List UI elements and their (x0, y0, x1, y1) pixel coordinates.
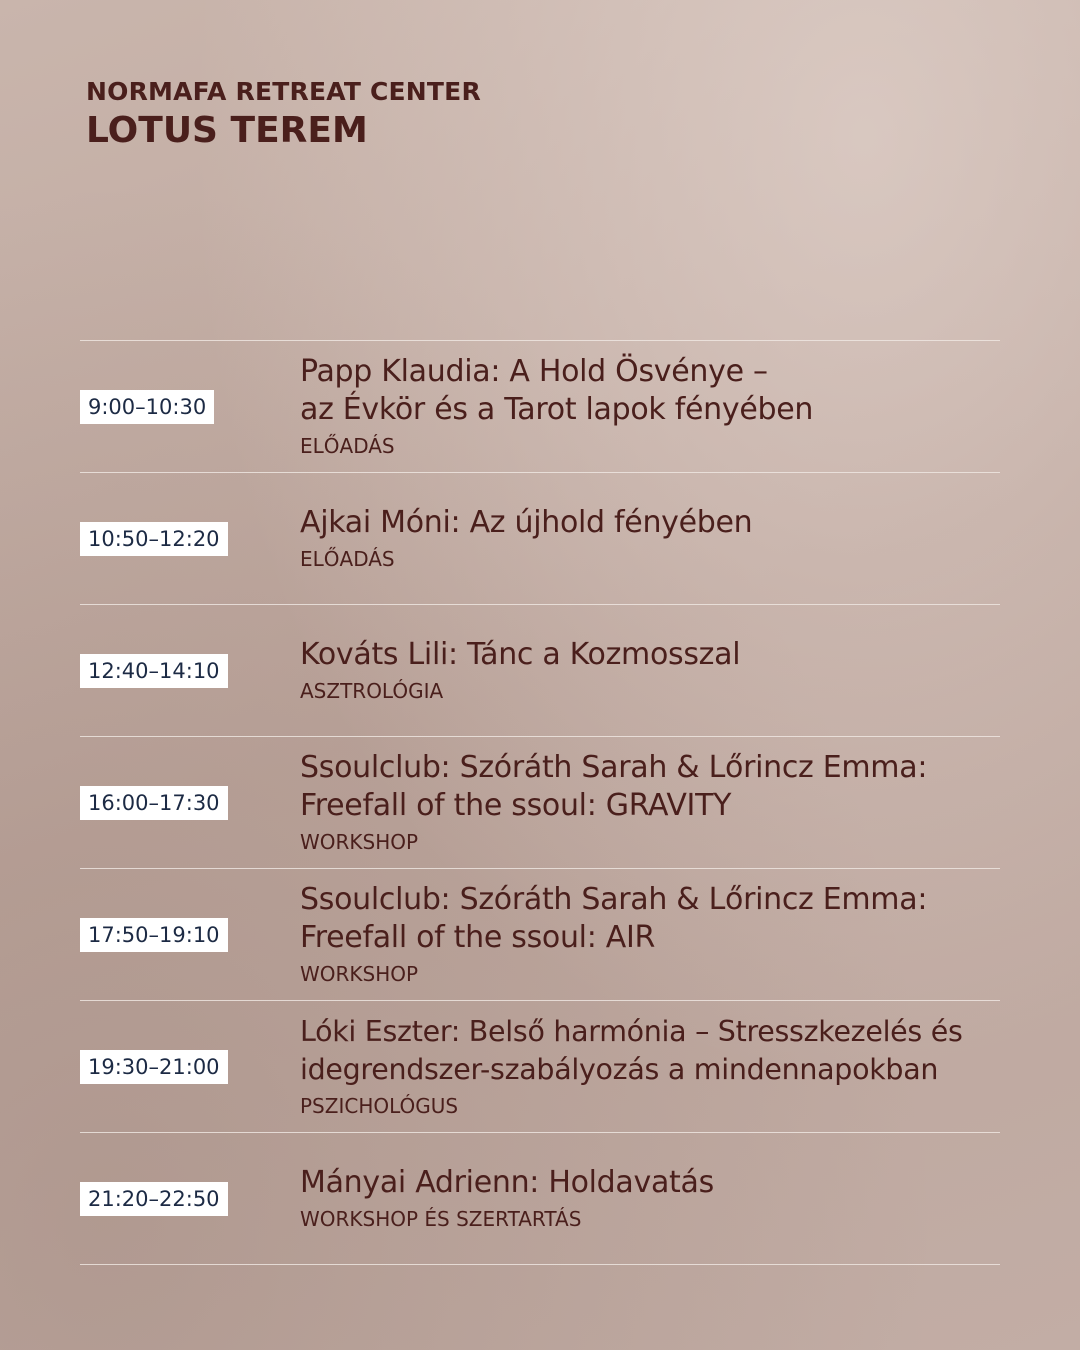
time-badge: 9:00–10:30 (80, 390, 214, 424)
time-badge: 17:50–19:10 (80, 918, 228, 952)
schedule-row (80, 472, 1000, 604)
time-badge: 19:30–21:00 (80, 1050, 228, 1084)
session-title-line: Papp Klaudia: A Hold Ösvénye – (300, 353, 768, 389)
session-content (300, 636, 1000, 706)
session-category: WORKSHOP (300, 961, 419, 986)
session-title-line: idegrendszer-szabályozás a mindennapokban (300, 1052, 939, 1086)
session-title-line: Mányai Adrienn: Holdavatás (300, 1164, 714, 1200)
session-title-line: Ssoulclub: Szóráth Sarah & Lőrincz Emma: (300, 749, 928, 785)
session-title-line: Freefall of the ssoul: GRAVITY (300, 787, 732, 823)
time-badge: 21:20–22:50 (80, 1182, 228, 1216)
session-title (300, 749, 1000, 825)
session-category: WORKSHOP ÉS SZERTARTÁS (300, 1206, 582, 1231)
venue-name: NORMAFA RETREAT CENTER (86, 77, 481, 106)
session-category: WORKSHOP (300, 829, 419, 854)
session-title (300, 881, 1000, 957)
session-content (300, 1164, 1000, 1234)
session-category: ASZTROLÓGIA (300, 678, 444, 703)
session-content (300, 504, 1000, 574)
session-title (300, 1164, 1000, 1202)
schedule-row (80, 1000, 1000, 1132)
session-title-line: az Évkör és a Tarot lapok fényében (300, 391, 814, 427)
session-title (300, 636, 1000, 674)
session-content (300, 881, 1000, 989)
session-content (300, 353, 1000, 461)
schedule-list (80, 340, 1000, 1265)
session-title-line: Lóki Eszter: Belső harmónia – Stresszkezelés és (300, 1014, 963, 1048)
schedule-row (80, 604, 1000, 736)
time-badge: 10:50–12:20 (80, 522, 228, 556)
session-category: PSZICHOLÓGUS (300, 1093, 459, 1118)
session-title-line: Freefall of the ssoul: AIR (300, 919, 656, 955)
session-title (300, 1013, 1000, 1089)
room-name: LOTUS TEREM (86, 110, 368, 151)
schedule-row (80, 736, 1000, 868)
session-content (300, 749, 1000, 857)
time-badge: 12:40–14:10 (80, 654, 228, 688)
schedule-row (80, 340, 1000, 472)
session-title (300, 353, 1000, 429)
session-category: ELŐADÁS (300, 433, 395, 458)
session-category: ELŐADÁS (300, 546, 395, 571)
session-title (300, 504, 1000, 542)
time-badge: 16:00–17:30 (80, 786, 228, 820)
session-title-line: Kováts Lili: Tánc a Kozmosszal (300, 636, 741, 672)
header (86, 76, 481, 154)
session-content (300, 1013, 1000, 1121)
session-title-line: Ssoulclub: Szóráth Sarah & Lőrincz Emma: (300, 881, 928, 917)
schedule-row (80, 868, 1000, 1000)
schedule-row (80, 1132, 1000, 1265)
session-title-line: Ajkai Móni: Az újhold fényében (300, 504, 753, 540)
